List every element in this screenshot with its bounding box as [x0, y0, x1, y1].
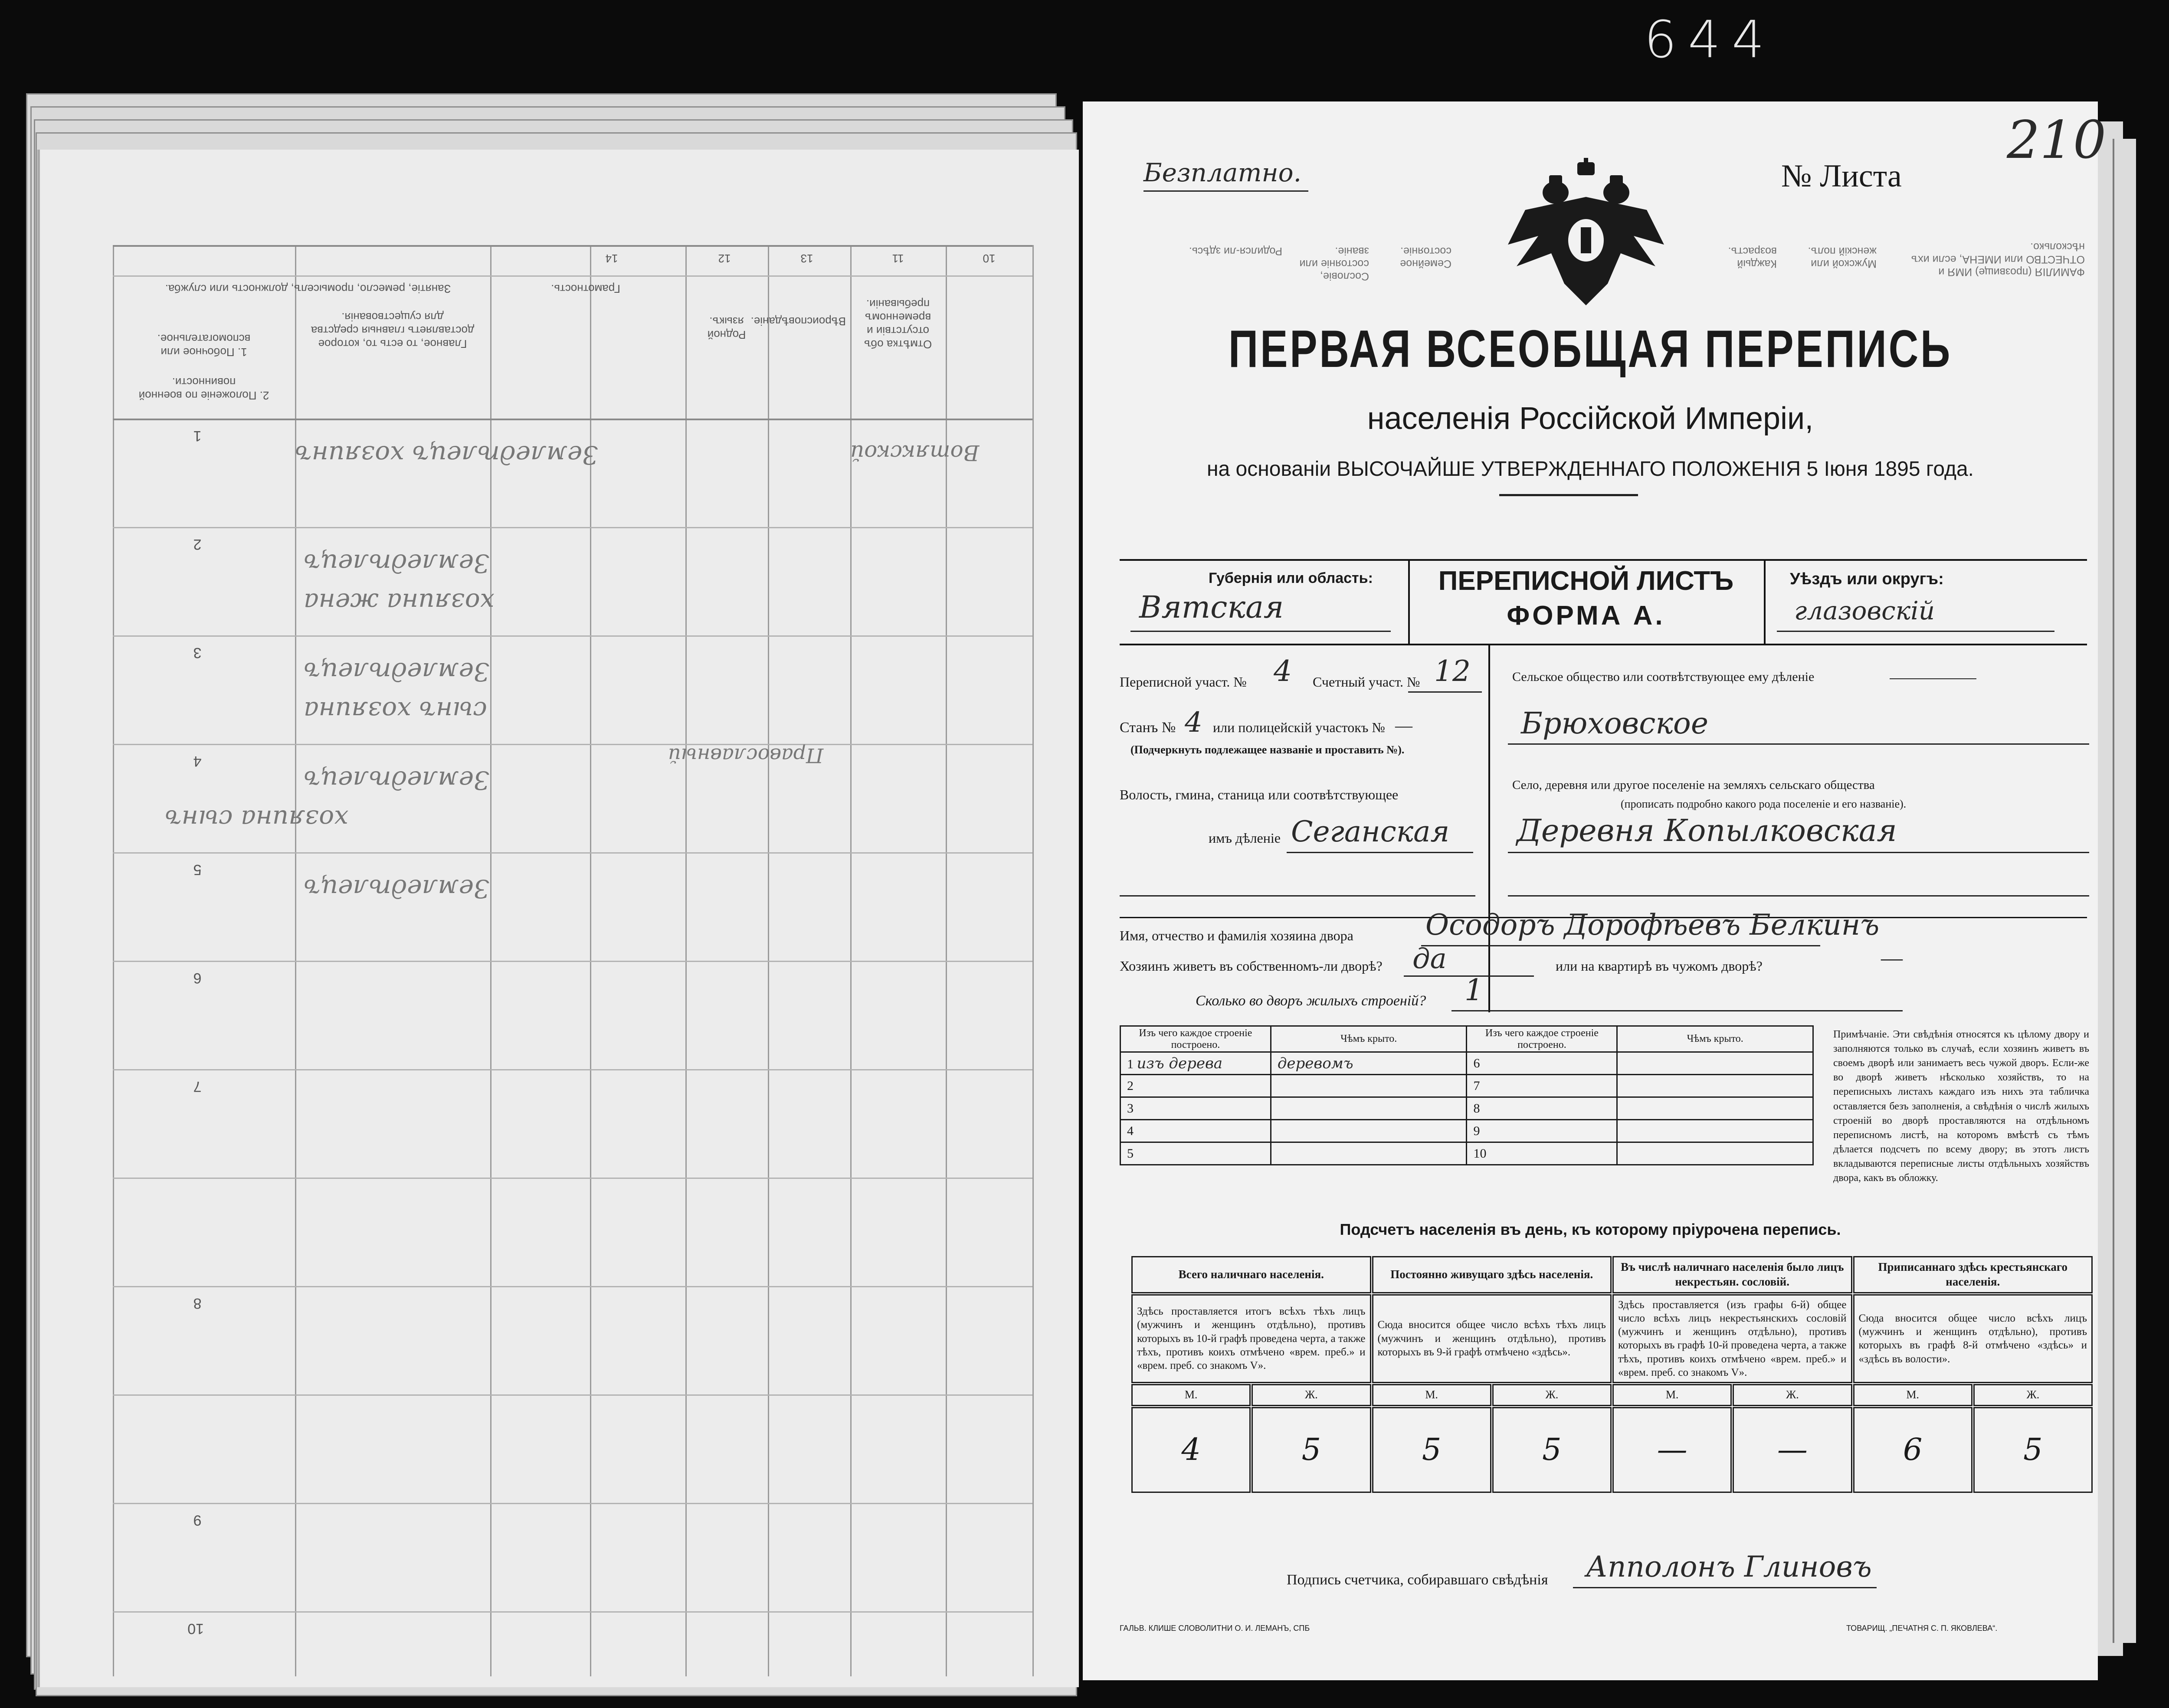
- buildings-cell: [1617, 1142, 1813, 1165]
- stan-label: Станъ №: [1120, 720, 1176, 736]
- buildings-cell: [1271, 1120, 1467, 1142]
- buildings-table: [1120, 1025, 1814, 1165]
- guberniya-underline: [1130, 631, 1391, 632]
- count-value-male: 4: [1131, 1407, 1251, 1493]
- count-value-female: 5: [1492, 1407, 1612, 1493]
- left-header-religion: Вѣроисповѣданiе.: [750, 315, 846, 328]
- buildings-cell: 2: [1121, 1075, 1271, 1097]
- left-header-language: Родной языкъ.: [707, 315, 746, 341]
- owner-label: Имя, отчество и фамилiя хозяина двора: [1120, 928, 1353, 943]
- count-header: Приписаннаго здѣсь крестьянскаго населенiя.: [1853, 1256, 2093, 1293]
- sheet-label: № Листа: [1781, 158, 1902, 194]
- middle-divider: [1488, 644, 1490, 1012]
- buildings-header-roof: Чѣмъ крыто.: [1271, 1026, 1467, 1052]
- header-divider: [1764, 559, 1766, 644]
- count-description: Здѣсь проставляется итогъ всѣхъ тѣхъ лицъ (мужчинъ и женщинъ отдѣльно), противъ которыхъ въ 10-й графѣ проведена черта, а также тѣхъ, противъ коихъ отмѣчено «врем. преб.» и «врем. преб. со знакомъ V».: [1131, 1294, 1371, 1384]
- free-label: Безплатно.: [1143, 158, 1302, 187]
- basis-line: на основанiи ВЫСОЧАЙШЕ УТВЕРЖДЕННАГО ПОЛОЖЕНIЯ 5 Iюня 1895 года.: [1206, 458, 1974, 481]
- left-entry: хозяина сынъ: [165, 805, 348, 834]
- buildings-cell: деревомъ: [1271, 1052, 1467, 1075]
- society-dash: [1890, 678, 1976, 679]
- left-header-main-occupation: Главное, то есть то, которое доставляетъ главныя средства для существованiя.: [311, 311, 475, 350]
- count-male-label: М.: [1853, 1384, 1972, 1406]
- left-col-number: 10: [983, 252, 996, 265]
- count-male-label: М.: [1612, 1384, 1732, 1406]
- rent-label: или на квартирѣ въ чужомъ дворѣ?: [1556, 958, 1763, 974]
- folio-number: 210: [2007, 110, 2107, 170]
- count-female-label: Ж.: [1733, 1384, 1852, 1406]
- left-row-number: 6: [193, 970, 202, 986]
- counting-district-value: 12: [1434, 654, 1471, 688]
- census-district-label: Переписной участ. №: [1120, 674, 1247, 690]
- left-entry: сынъ хозяина: [304, 696, 487, 726]
- bleed-header: Каждый возрастъ.: [1728, 245, 1777, 270]
- count-female-label: Ж.: [1252, 1384, 1371, 1406]
- double-headed-eagle-icon: [1499, 158, 1673, 314]
- header-bottom-rule: [1120, 644, 2087, 645]
- left-row-number: 7: [193, 1078, 202, 1095]
- form-title: ПЕРЕПИСНОЙ ЛИСТЪ: [1438, 566, 1734, 596]
- police-label: или полицейскiй участокъ №: [1213, 720, 1385, 735]
- left-col-number: 11: [892, 252, 904, 265]
- population-count-table: [1130, 1255, 2094, 1494]
- buildings-header-material: Изъ чего каждое строенiе построено.: [1467, 1026, 1617, 1052]
- bleed-header: Мужской или женскiй полъ.: [1808, 245, 1877, 270]
- buildings-cell: [1617, 1097, 1813, 1120]
- bleed-header: ФАМИЛIЯ (прозвище) ИМЯ и ОТЧЕСТВО или ИМЕНА, если ихъ нѣсколько.: [1911, 241, 2085, 278]
- left-row-number: 9: [193, 1512, 202, 1528]
- volost-value: Сеганская: [1291, 815, 1450, 848]
- left-entry: Земледѣлецъ: [304, 657, 490, 687]
- left-census-table: [113, 245, 1032, 1676]
- buildings-cell: 8: [1467, 1097, 1617, 1120]
- society-label: Сельское общество или соотвѣтствующее ему дѣленiе: [1512, 670, 1815, 684]
- left-row-number: 3: [193, 645, 202, 661]
- village-label: Село, деревня или другое поселенiе на земляхъ сельскаго общества: [1512, 778, 1875, 792]
- count-male-label: М.: [1131, 1384, 1251, 1406]
- buildings-cell: 4: [1121, 1120, 1271, 1142]
- count-header: Постоянно живущаго здѣсь населенiя.: [1372, 1256, 1612, 1293]
- ornament-rule: [1499, 494, 1638, 496]
- count-description: Здѣсь проставляется (изъ графы 6-й) общее число всѣхъ лицъ некрестьянскихъ сословiй (мужчинъ и женщинъ отдѣльно), противъ которыхъ въ графѣ 10-й проведена черта, а также тѣхъ, противъ коихъ отмѣчено «врем. преб.» и «врем. преб. со знакомъ V».: [1612, 1294, 1852, 1384]
- buildings-label: Сколько во дворъ жилыхъ строенiй?: [1196, 993, 1426, 1009]
- count-description: Сюда вносится общее число всѣхъ лицъ (мужчинъ и женщинъ отдѣльно), противъ которыхъ въ графѣ 8-й отмѣчено «здѣсь» и «здѣсь въ волости».: [1853, 1294, 2093, 1384]
- left-entry: Земледѣлецъ: [304, 549, 490, 578]
- left-entry: Земледѣлецъ: [304, 766, 490, 795]
- owner-underline: [1421, 945, 1820, 946]
- left-col-number: 12: [718, 252, 731, 265]
- left-header-literacy: Грамотность.: [551, 282, 620, 295]
- uezd-value: глазовскiй: [1794, 596, 1935, 625]
- left-header-military: 2. Положенiе по военной повинности.: [138, 376, 269, 402]
- header-top-rule: [1120, 559, 2087, 561]
- left-entry: Земледѣлецъ хозяинъ: [295, 440, 598, 470]
- left-row-number: 10: [187, 1620, 204, 1637]
- village-extra-line: [1508, 895, 2089, 897]
- left-entry: хозяина жена: [304, 588, 495, 617]
- form-sub-title: населенiя Россiйской Имперiи,: [1367, 401, 1814, 436]
- count-value-male: 6: [1853, 1407, 1972, 1493]
- left-entry: Земледѣлецъ: [304, 874, 490, 903]
- society-underline: [1508, 743, 2089, 745]
- village-value: Деревня Копылковская: [1517, 813, 1897, 848]
- volost-underline: [1287, 852, 1473, 853]
- left-entry: Вотякской: [850, 440, 980, 465]
- count-female-label: Ж.: [1492, 1384, 1612, 1406]
- buildings-header-material: Изъ чего каждое строенiе построено.: [1121, 1026, 1271, 1052]
- buildings-header-roof: Чѣмъ крыто.: [1617, 1026, 1813, 1052]
- printer-left: ГАЛЬВ. КЛИШЕ СЛОВОЛИТНИ О. И. ЛЕМАНЪ, СПБ: [1120, 1624, 1310, 1633]
- count-description: Сюда вносится общее число всѣхъ тѣхъ лицъ (мужчинъ и женщинъ отдѣльно), противъ которыхъ въ 9-й графѣ отмѣчено «здѣсь».: [1372, 1294, 1612, 1384]
- free-underline: [1143, 190, 1308, 192]
- left-entry: Православный: [668, 744, 824, 767]
- left-row-number: 8: [193, 1295, 202, 1312]
- buildings-underline: [1451, 1010, 1903, 1011]
- buildings-cell: [1617, 1075, 1813, 1097]
- buildings-cell: 6: [1467, 1052, 1617, 1075]
- left-row-number: 4: [193, 753, 202, 769]
- underline-note: (Подчеркнуть подлежащее названiе и проставить №).: [1130, 743, 1405, 756]
- uezd-label: Уѣздъ или округъ:: [1790, 570, 1944, 588]
- right-page-census-form: [1083, 101, 2107, 1680]
- rent-value: —: [1881, 946, 1903, 970]
- bleed-header: Сословiе, состоянiе или званiе.: [1299, 245, 1369, 282]
- district-underline: [1408, 691, 1482, 693]
- police-value: —: [1395, 716, 1412, 735]
- count-title: Подсчетъ населенiя въ день, къ которому прiурочена перепись.: [1340, 1220, 1841, 1238]
- note-text: Примѣчанiе. Эти свѣдѣнiя относятся къ цѣлому двору и заполняются только въ случаѣ, если хозяинъ живетъ въ своемъ дворѣ или занимаетъ весь чужой дворъ. Если-же во дворѣ живетъ нѣсколько хозяйствъ, то на переписныхъ листахъ каждаго изъ нихъ эта табличка оставляется безъ заполненiя, а свѣдѣнiя о числѣ жилыхъ строенiй во дворѣ проставляются на отдѣльномъ переписномъ листѣ, на которомъ вмѣстѣ съ тѣмъ дѣлается подсчетъ по всему двору; въ этотъ листъ вкладываются переписные листы отдѣльныхъ хозяйствъ двора, какъ въ обложку.: [1833, 1029, 2089, 1184]
- left-col-number: 13: [800, 252, 813, 265]
- village-underline: [1508, 852, 2089, 853]
- count-value-male: 5: [1372, 1407, 1491, 1493]
- census-district-value: 4: [1274, 654, 1292, 688]
- village-note: (прописать подробно какого рода поселенiе и его названiе).: [1621, 798, 1907, 810]
- left-header-occupation: Занятiе, ремесло, промыселъ, должность или служба.: [165, 282, 451, 295]
- left-header-secondary: 1. Побочное или вспомогательное.: [157, 332, 251, 359]
- archive-number: 644: [1644, 10, 1776, 69]
- signature-underline: [1573, 1587, 1877, 1588]
- count-value-female: 5: [1973, 1407, 2093, 1493]
- signature-value: Апполонъ Глиновъ: [1586, 1550, 1872, 1584]
- buildings-cell: 7: [1467, 1075, 1617, 1097]
- left-header-absence: Отмѣтка объ отсутствiи и временномъ пребыванiи.: [864, 298, 932, 351]
- stan-value: 4: [1185, 707, 1202, 739]
- left-row-number: 5: [193, 861, 202, 878]
- buildings-cell: 1 изъ дерева: [1121, 1052, 1271, 1075]
- count-header: Всего наличнаго населенiя.: [1131, 1256, 1371, 1293]
- form-main-title: ПЕРВАЯ ВСЕОБЩАЯ ПЕРЕПИСЬ: [1228, 319, 1953, 378]
- buildings-cell: [1271, 1075, 1467, 1097]
- own-yard-label: Хозяинъ живетъ въ собственномъ-ли дворѣ?: [1120, 958, 1383, 974]
- volost-label-2: имъ дѣленiе: [1209, 830, 1281, 846]
- count-value-female: 5: [1252, 1407, 1371, 1493]
- buildings-cell: 10: [1467, 1142, 1617, 1165]
- count-header: Въ числѣ наличнаго населенiя было лицъ некрестьян. сословiй.: [1612, 1256, 1852, 1293]
- count-value-male: —: [1612, 1407, 1732, 1493]
- buildings-cell: 9: [1467, 1120, 1617, 1142]
- counting-district-label: Счетный участ. №: [1313, 674, 1420, 690]
- volost-label-1: Волость, гмина, станица или соотвѣтствующее: [1120, 787, 1399, 802]
- printer-right: ТОВАРИЩ. „ПЕЧАТНЯ С. П. ЯКОВЛЕВА“.: [1846, 1624, 1998, 1633]
- bleed-header: Семейное состоянiе.: [1400, 245, 1451, 270]
- buildings-cell: 3: [1121, 1097, 1271, 1120]
- owner-value: Осодоръ Дорофѣевъ Белкинъ: [1425, 908, 1880, 942]
- society-value: Брюховское: [1521, 707, 1709, 741]
- bleed-header: Родился-ли здѣсь.: [1189, 245, 1282, 257]
- count-male-label: М.: [1372, 1384, 1491, 1406]
- buildings-cell: 5: [1121, 1142, 1271, 1165]
- buildings-value: 1: [1465, 973, 1484, 1008]
- buildings-cell: [1617, 1120, 1813, 1142]
- form-subtitle: ФОРМА А.: [1507, 601, 1665, 631]
- uezd-underline: [1777, 631, 2054, 632]
- buildings-cell: [1271, 1097, 1467, 1120]
- guberniya-label: Губернiя или область:: [1209, 570, 1373, 586]
- volost-extra-line: [1120, 895, 1475, 897]
- count-value-female: —: [1733, 1407, 1852, 1493]
- signature-label: Подпись счетчика, собиравшаго свѣдѣнiя: [1287, 1572, 1548, 1588]
- left-page: [37, 150, 1079, 1687]
- own-yard-value: да: [1412, 943, 1447, 975]
- buildings-cell: [1617, 1052, 1813, 1075]
- left-row-number: 2: [193, 536, 202, 553]
- guberniya-value: Вятская: [1139, 589, 1284, 625]
- left-row-number: 1: [193, 428, 202, 444]
- count-female-label: Ж.: [1973, 1384, 2093, 1406]
- buildings-cell: [1271, 1142, 1467, 1165]
- left-col-number: 14: [605, 252, 618, 265]
